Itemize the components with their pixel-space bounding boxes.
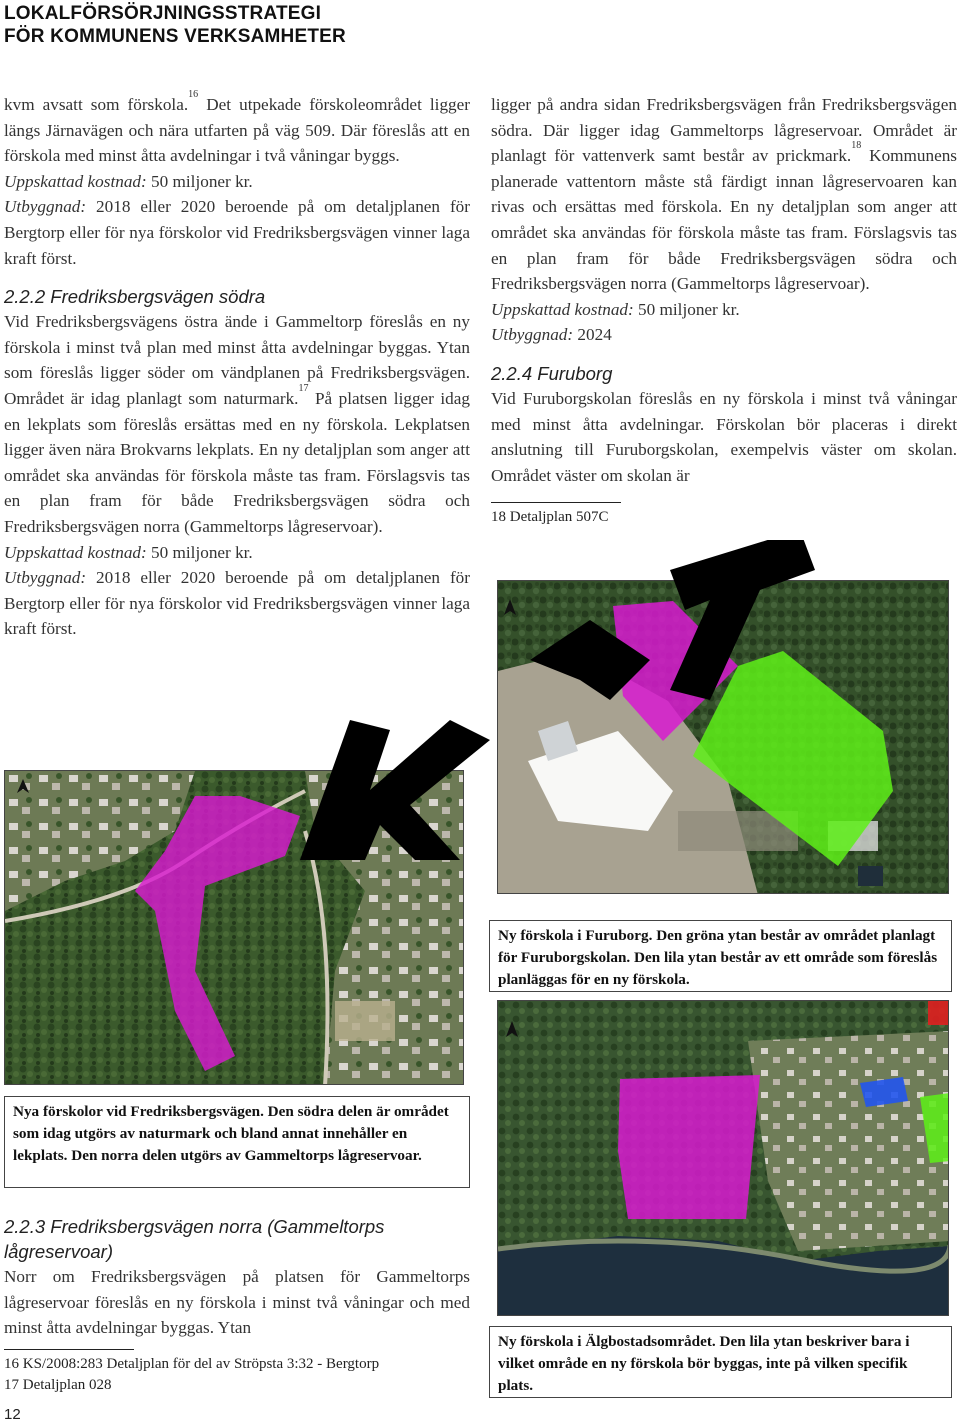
caption-map-furuborg: Ny förskola i Furuborg. Den gröna ytan består av området planlagt för Furuborgskolan. Den lila ytan består av ett område som föreslås planläggas för en ny förskola. bbox=[489, 920, 952, 992]
header-line-1: LOKALFÖRSÖRJNINGSSTRATEGI bbox=[4, 3, 322, 24]
footnote-divider-right bbox=[491, 502, 621, 503]
left-column bbox=[4, 89, 471, 642]
aerial-photo-furuborg bbox=[498, 581, 949, 894]
heading-2-2-2: 2.2.2 Fredriksbergsvägen södra bbox=[4, 286, 266, 308]
left-column-bottom bbox=[4, 1214, 470, 1396]
proposed-area-purple bbox=[618, 1075, 760, 1219]
footnote-ref-17[interactable]: 17 bbox=[298, 383, 309, 395]
right-paragraph-2: Vid Furuborgskolan föreslås en ny förskola i minst två våningar med minst åtta avdelningar. Förskolan bör placeras i direkt anslutning till Furuborgskolan, exempelvis väster om skolan. Området väster om skolan är bbox=[491, 388, 957, 485]
caption-map-fredriksbergsvagen: Nya förskolor vid Fredriksbergsvägen. Den södra delen är området som idag utgörs av naturmark och bland annat innehåller en lekplats. Den norra delen utgörs av Gammeltorps lågreservoar. bbox=[4, 1096, 470, 1188]
right-cost: Uppskattad kostnad: 50 miljoner kr. bbox=[491, 299, 740, 319]
heading-2-2-4: 2.2.4 Furuborg bbox=[491, 362, 613, 384]
aerial-photo-algbostad bbox=[498, 1001, 949, 1316]
left-paragraph-1: kvm avsatt som förskola.$^{16}$ Det utpekade förskoleområdet ligger längs Järnavägen och nära utfarten på väg 509. Där föreslås att en förskola med minst åtta avdelningar i två våningar byggs. bbox=[4, 89, 471, 166]
map-fredriksbergsvagen bbox=[4, 770, 464, 1085]
left-cost-1: Uppskattad kostnad: 50 miljoner kr. bbox=[4, 171, 253, 191]
aerial-photo-fredriksbergsvagen bbox=[5, 771, 464, 1085]
left-paragraph-2: Vid Fredriksbergsvägens östra ände i Gammeltorp föreslås en ny förskola i minst två plan med minst åtta avdelningar byggas. Ytan som föreslås ligger söder om vändplanen på Fredriksbergsvägen. Området är idag planlagt som naturmark.$^{17}$ På platsen ligger idag en lekplats som föreslås ersättas med en ny förskola. Lekplatsen ligger även nära Brokvarns lekplats. En ny detaljplan som anger att området ska användas för förskola måste tas fram. Förslagsvis tas en plan fram för både Fredriksbergsvägen södra och Fredriksbergsvägen norra (Gammeltorps lågreservoar). bbox=[4, 312, 470, 536]
area-red bbox=[928, 1001, 949, 1025]
right-build: Utbyggnad: 2024 bbox=[491, 325, 612, 345]
map-algbostad bbox=[497, 1000, 949, 1316]
left-build-1: Utbyggnad: 2018 eller 2020 beroende på om detaljplanen för Bergtorp eller för nya förskolor vid Fredriksbergsvägen vinner laga kraft först. bbox=[4, 197, 470, 268]
left-paragraph-3: Norr om Fredriksbergsvägen på platsen för Gammeltorps lågreservoar föreslås en ny förskola i minst två våningar och med minst åtta avdelningar byggas. Ytan bbox=[4, 1267, 470, 1338]
footnote-18: 18 Detaljplan 507C bbox=[491, 509, 609, 526]
caption-map-algbostad: Ny förskola i Älgbostadsområdet. Den lila ytan beskriver bara i vilket område en ny förskola bör byggas, inte på vilken specifik plats. bbox=[489, 1326, 952, 1398]
heading-2-2-3: 2.2.3 Fredriksbergsvägen norra (Gammeltorps lågreservoar) bbox=[4, 1216, 385, 1262]
footnote-ref-18[interactable]: 18 bbox=[851, 140, 862, 152]
left-cost-2: Uppskattad kostnad: 50 miljoner kr. bbox=[4, 542, 253, 562]
footnote-divider-left bbox=[4, 1349, 134, 1350]
right-column bbox=[491, 92, 957, 528]
footnote-17: 17 Detaljplan 028 bbox=[4, 1376, 112, 1393]
document-header bbox=[4, 2, 346, 48]
right-paragraph-1: ligger på andra sidan Fredriksbergsvägen från Fredriksbergsvägen södra. Där ligger idag Gammeltorps lågreservoar. Området är planlagt för vattenverk samt består av prickmark.$^{18}$ Kommunens planerade vattentorn måste stå färdigt innan lågreservoaren kan rivas och ersättas med förskola. En ny detaljplan som anger att området ska användas för förskola måste tas fram. Förslagsvis tas en plan fram för både Fredriksbergsvägen södra och Fredriksbergsvägen norra (Gammeltorps lågreservoar). bbox=[491, 95, 957, 294]
header-line-2: FÖR KOMMUNENS VERKSAMHETER bbox=[4, 26, 346, 47]
footnote-ref-16[interactable]: 16 bbox=[188, 89, 199, 101]
map-furuborg bbox=[497, 580, 949, 894]
left-build-2: Utbyggnad: 2018 eller 2020 beroende på om detaljplanen för Bergtorp eller för nya förskolor vid Fredriksbergsvägen vinner laga kraft först. bbox=[4, 568, 470, 639]
page-number: 12 bbox=[4, 1406, 21, 1423]
footnote-16: 16 KS/2008:283 Detaljplan för del av Ströpsta 3:32 - Bergtorp bbox=[4, 1355, 380, 1372]
